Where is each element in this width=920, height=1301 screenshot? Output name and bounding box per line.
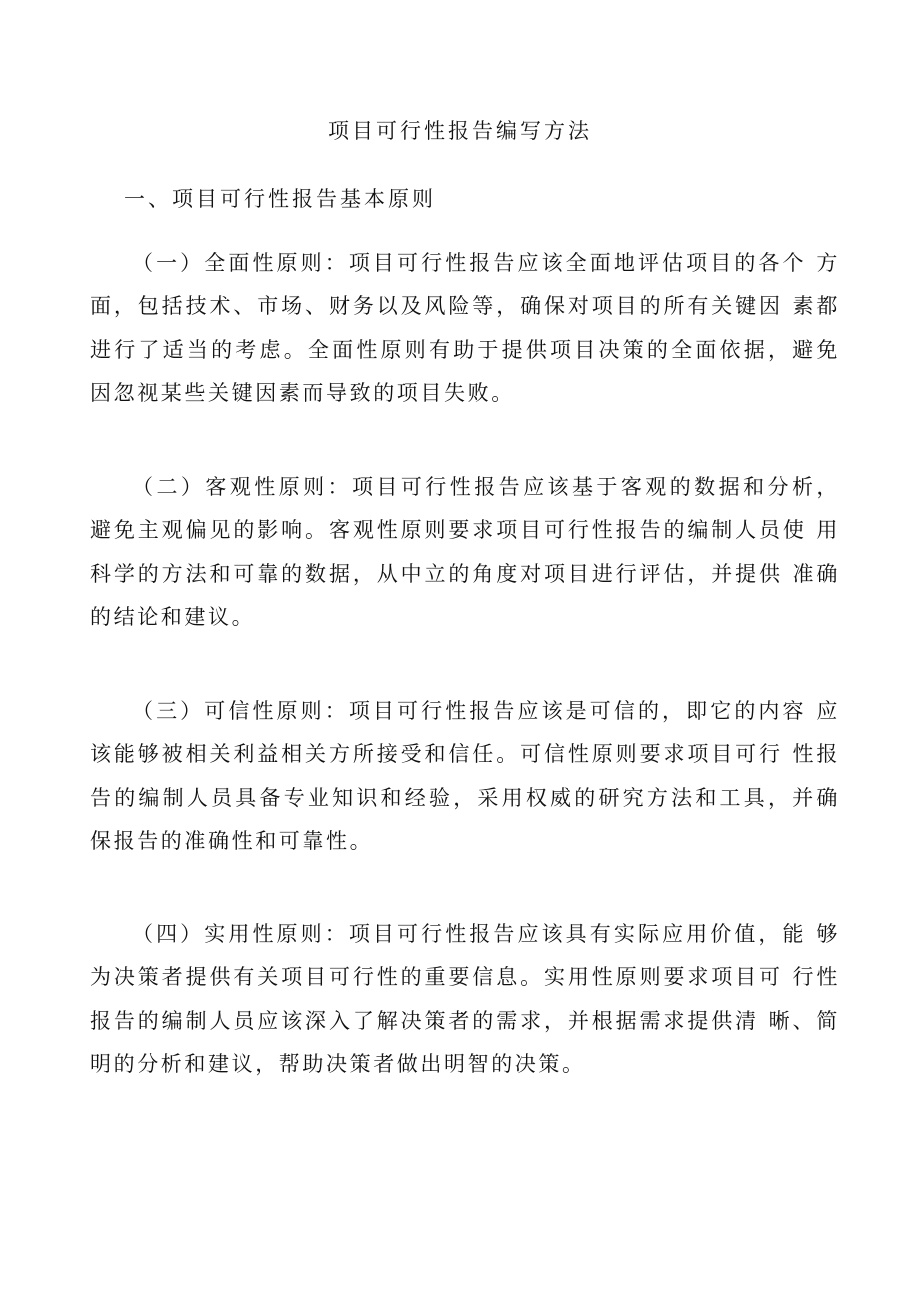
paragraph-credibility: （三）可信性原则：项目可行性报告应该是可信的，即它的内容 应该能够被相关利益相关方所接受和信任。可信性原则要求项目可行 性报告的编制人员具备专业知识和经验，采用权威的研究方法和工具，并确保报告的准确性和可靠性。: [90, 699, 840, 853]
paragraph-practicality: （四）实用性原则：项目可行性报告应该具有实际应用价值，能 够为决策者提供有关项目可行性的重要信息。实用性原则要求项目可 行性报告的编制人员应该深入了解决策者的需求，并根据需求提供清 晰、简明的分析和建议，帮助决策者做出明智的决策。: [90, 922, 840, 1076]
section-heading: 一、项目可行性报告基本原则: [124, 187, 436, 211]
paragraph-comprehensiveness: （一）全面性原则：项目可行性报告应该全面地评估项目的各个 方面，包括技术、市场、财务以及风险等，确保对项目的所有关键因 素都进行了适当的考虑。全面性原则有助于提供项目决策的全面依据，避免因忽视某些关键因素而导致的项目失败。: [90, 251, 840, 405]
paragraph-objectivity: （二）客观性原则：项目可行性报告应该基于客观的数据和分析， 避免主观偏见的影响。客观性原则要求项目可行性报告的编制人员使 用科学的方法和可靠的数据，从中立的角度对项目进行评估，并提供 准确的结论和建议。: [90, 475, 840, 629]
page-title: 项目可行性报告编写方法: [328, 119, 592, 143]
